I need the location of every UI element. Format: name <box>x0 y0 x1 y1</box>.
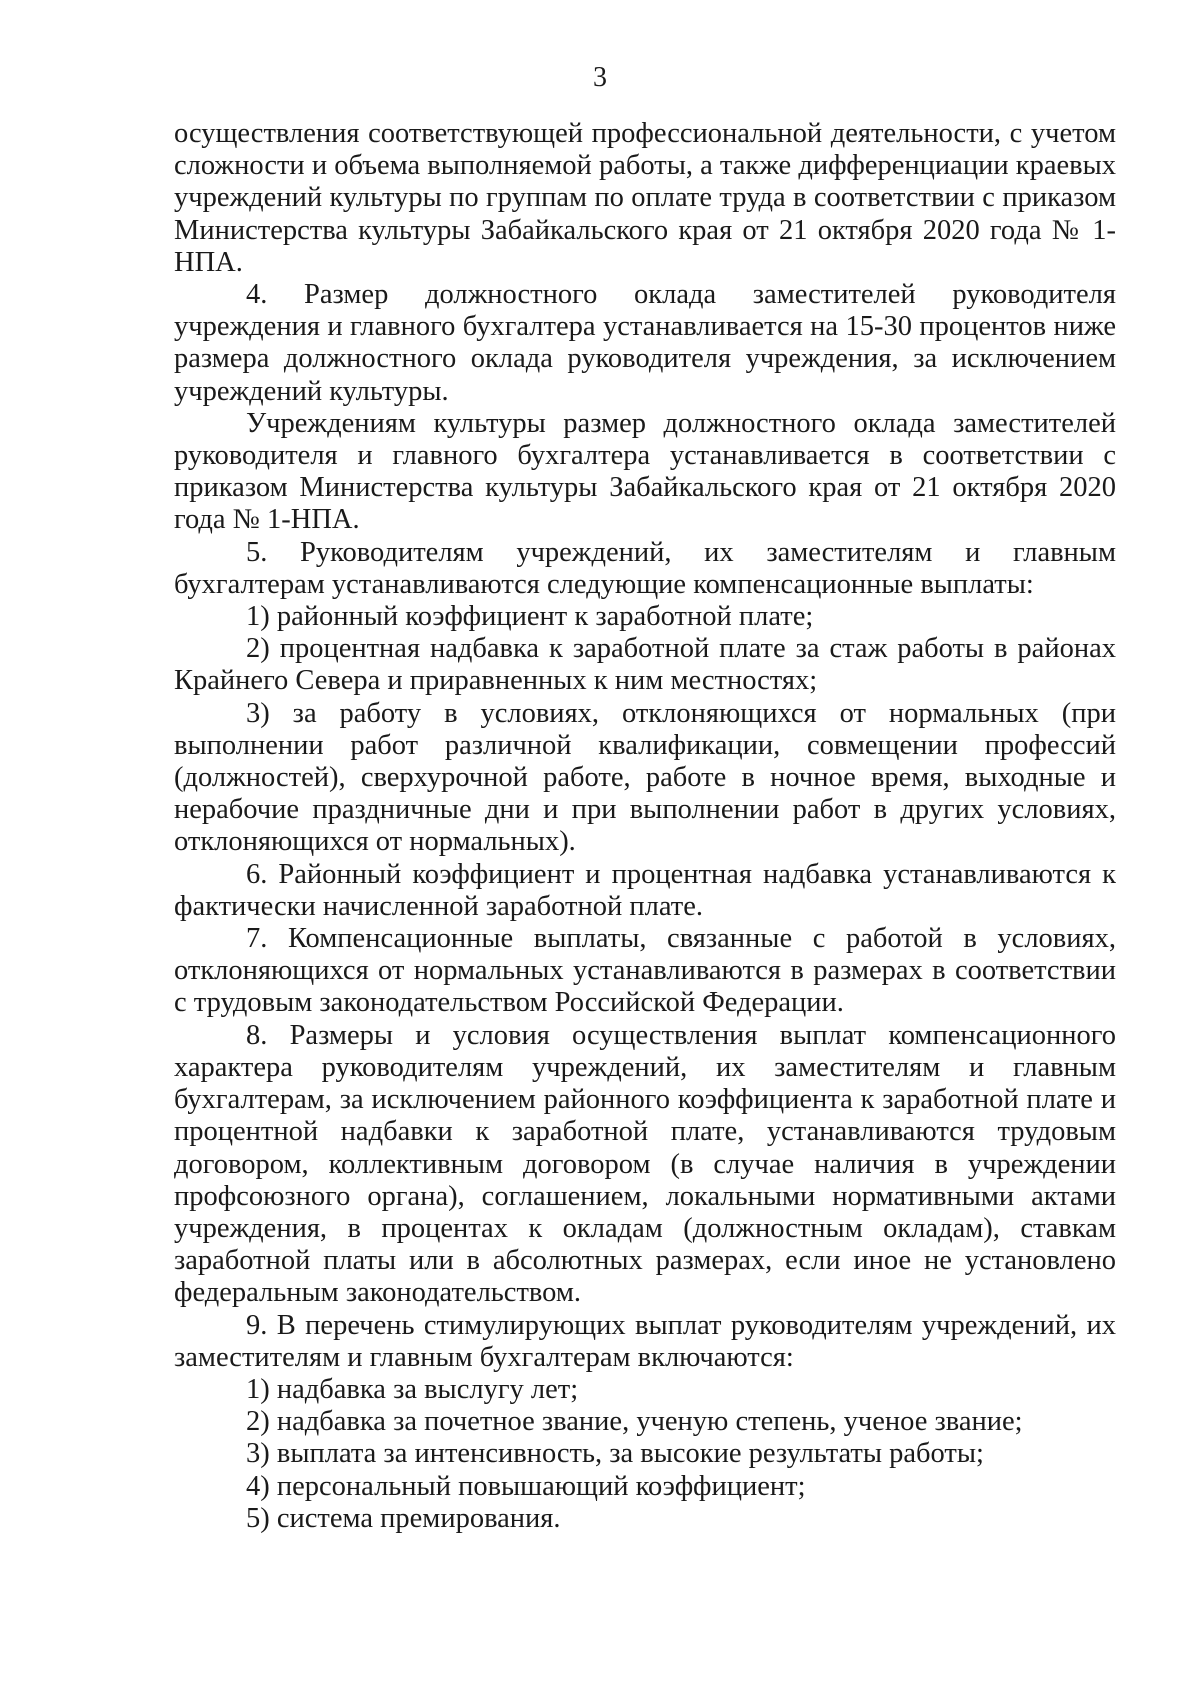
list-item-9-4: 4) персональный повышающий коэффициент; <box>246 1470 806 1502</box>
list-item-9-5: 5) система премирования. <box>246 1502 561 1534</box>
list-item-5-1: 1) районный коэффициент к заработной плате; <box>246 601 814 633</box>
list-item-9-3: 3) выплата за интенсивность, за высокие результаты работы; <box>246 1438 984 1470</box>
paragraph-item-5: 5. Руководителям учреждений, их заместителям и главным бухгалтерам устанавливаются следующие компенсационные выплаты: <box>174 536 1116 600</box>
list-item-5-3: 3) за работу в условиях, отклоняющихся от нормальных (при выполнении работ различной квалификации, совмещении профессий (должностей), сверхурочной работе, работе в ночное время, выходные и нерабочие праздничные дни и при выполнении работ в других условиях, отклоняющихся от нормальных). <box>174 697 1116 858</box>
list-item-9-2: 2) надбавка за почетное звание, ученую степень, ученое звание; <box>246 1406 1023 1438</box>
paragraph-item-8: 8. Размеры и условия осуществления выплат компенсационного характера руководителям учреждений, их заместителям и главным бухгалтерам, за исключением районного коэффициента к заработной плате и процентной надбавки к заработной плате, устанавливаются трудовым договором, коллективным договором (в случае наличия в учреждении профсоюзного органа), соглашением, локальными нормативными актами учреждения, в процентах к окладам (должностным окладам), ставкам заработной платы или в абсолютных размерах, если иное не установлено федеральным законодательством. <box>174 1019 1116 1309</box>
document-body <box>174 118 1116 1535</box>
page-number: 3 <box>593 62 607 93</box>
paragraph-item-7: 7. Компенсационные выплаты, связанные с работой в условиях, отклоняющихся от нормальных устанавливаются в размерах в соответствии с трудовым законодательством Российской Федерации. <box>174 923 1116 1019</box>
paragraph-culture-institutions: Учреждениям культуры размер должностного оклада заместителей руководителя и главного бухгалтера устанавливается в соответствии с приказом Министерства культуры Забайкальского края от 21 октября 2020 года № 1-НПА. <box>174 407 1116 536</box>
paragraph-continuation: осуществления соответствующей профессиональной деятельности, с учетом сложности и объема выполняемой работы, а также дифференциации краевых учреждений культуры по группам по оплате труда в соответствии с приказом Министерства культуры Забайкальского края от 21 октября 2020 года № 1-НПА. <box>174 118 1116 278</box>
paragraph-item-4: 4. Размер должностного оклада заместителей руководителя учреждения и главного бухгалтера устанавливается на 15-30 процентов ниже размера должностного оклада руководителя учреждения, за исключением учреждений культуры. <box>174 279 1116 407</box>
list-item-5-2: 2) процентная надбавка к заработной плате за стаж работы в районах Крайнего Севера и приравненных к ним местностях; <box>174 633 1116 697</box>
paragraph-item-9: 9. В перечень стимулирующих выплат руководителям учреждений, их заместителям и главным бухгалтерам включаются: <box>174 1309 1116 1373</box>
paragraph-item-6: 6. Районный коэффициент и процентная надбавка устанавливаются к фактически начисленной заработной плате. <box>174 858 1116 922</box>
list-item-9-1: 1) надбавка за выслугу лет; <box>246 1373 579 1405</box>
